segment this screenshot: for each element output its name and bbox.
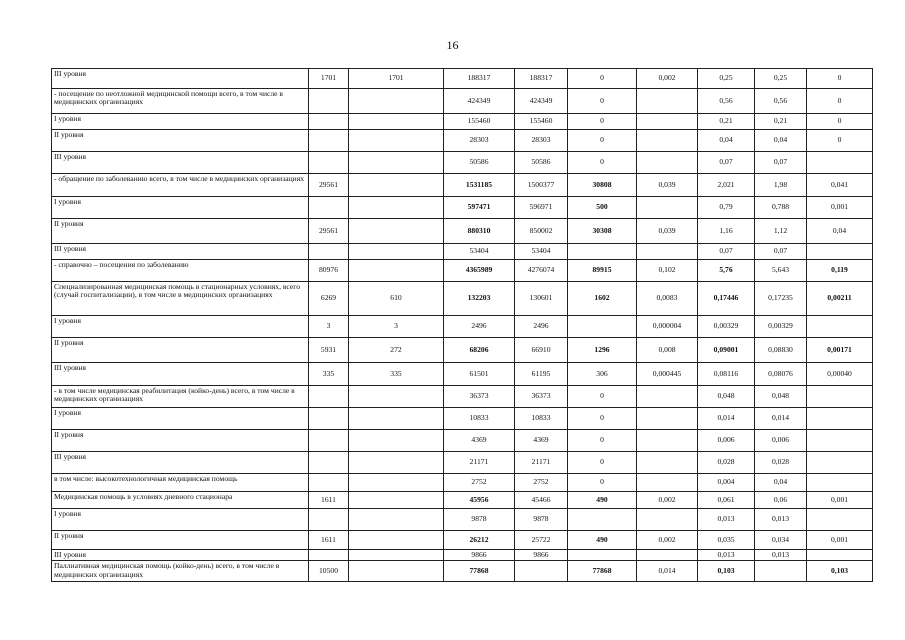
cell-col-9: 0,119 <box>807 260 873 282</box>
cell-col-5: 500 <box>568 197 637 219</box>
cell-col-4: 9866 <box>515 550 568 561</box>
cell-col-6 <box>637 197 698 219</box>
cell-col-6: 0,000445 <box>637 363 698 386</box>
cell-col-7: 0,013 <box>698 509 755 531</box>
cell-col-6: 0,0083 <box>637 282 698 316</box>
cell-col-5: 89915 <box>568 260 637 282</box>
cell-col-8: 0,08830 <box>755 338 807 363</box>
cell-col-3: 45956 <box>444 492 515 509</box>
cell-col-2 <box>349 114 444 130</box>
cell-col-9: 0 <box>807 89 873 114</box>
cell-col-9: 0,001 <box>807 531 873 550</box>
cell-col-8: 0,17235 <box>755 282 807 316</box>
cell-col-1: 3 <box>309 316 349 338</box>
cell-col-6: 0,102 <box>637 260 698 282</box>
cell-col-1: 29561 <box>309 219 349 244</box>
cell-col-5: 0 <box>568 386 637 408</box>
cell-col-8: 0,06 <box>755 492 807 509</box>
cell-col-9 <box>807 408 873 430</box>
cell-col-5: 30308 <box>568 219 637 244</box>
cell-col-2 <box>349 386 444 408</box>
cell-col-6 <box>637 89 698 114</box>
cell-col-4: 850002 <box>515 219 568 244</box>
cell-col-7: 0,08116 <box>698 363 755 386</box>
cell-col-6 <box>637 244 698 260</box>
cell-col-6: 0,039 <box>637 174 698 197</box>
cell-col-7: 0,048 <box>698 386 755 408</box>
cell-col-4: 66910 <box>515 338 568 363</box>
cell-col-4: 2752 <box>515 474 568 492</box>
cell-col-2 <box>349 430 444 452</box>
row-label: в том числе: высокотехнологичная медицинская помощь <box>52 474 309 492</box>
table-row <box>52 408 873 430</box>
row-label: - справочно – посещения по заболеванию <box>52 260 309 282</box>
cell-col-3: 50586 <box>444 152 515 174</box>
cell-col-6 <box>637 430 698 452</box>
cell-col-8: 1,98 <box>755 174 807 197</box>
cell-col-6 <box>637 386 698 408</box>
cell-col-8: 0,08076 <box>755 363 807 386</box>
cell-col-3: 188317 <box>444 69 515 89</box>
table-row <box>52 89 873 114</box>
cell-col-5: 30808 <box>568 174 637 197</box>
page-number: 16 <box>446 38 459 52</box>
cell-col-8: 0,788 <box>755 197 807 219</box>
cell-col-4: 61195 <box>515 363 568 386</box>
table-row <box>52 550 873 561</box>
cell-col-9: 0,04 <box>807 219 873 244</box>
cell-col-6 <box>637 152 698 174</box>
cell-col-1 <box>309 386 349 408</box>
cell-col-6 <box>637 130 698 152</box>
cell-col-9 <box>807 550 873 561</box>
table-row <box>52 386 873 408</box>
cell-col-7: 0,07 <box>698 244 755 260</box>
row-label: I уровня <box>52 114 309 130</box>
row-label: III уровня <box>52 69 309 89</box>
table-row <box>52 363 873 386</box>
table-row <box>52 197 873 219</box>
cell-col-8: 0,014 <box>755 408 807 430</box>
cell-col-8: 0,028 <box>755 452 807 474</box>
table-row <box>52 316 873 338</box>
cell-col-2 <box>349 219 444 244</box>
cell-col-5: 0 <box>568 69 637 89</box>
cell-col-7: 0,013 <box>698 550 755 561</box>
cell-col-1 <box>309 197 349 219</box>
cell-col-2 <box>349 260 444 282</box>
table-row <box>52 282 873 316</box>
cell-col-4: 596971 <box>515 197 568 219</box>
cell-col-5 <box>568 550 637 561</box>
cell-col-8 <box>755 561 807 582</box>
cell-col-1: 1611 <box>309 531 349 550</box>
cell-col-8: 0,21 <box>755 114 807 130</box>
cell-col-2 <box>349 531 444 550</box>
cell-col-4: 50586 <box>515 152 568 174</box>
cell-col-5: 0 <box>568 452 637 474</box>
cell-col-7: 0,79 <box>698 197 755 219</box>
cell-col-5: 0 <box>568 89 637 114</box>
cell-col-3: 4365989 <box>444 260 515 282</box>
cell-col-6: 0,002 <box>637 492 698 509</box>
cell-col-9 <box>807 386 873 408</box>
cell-col-2: 335 <box>349 363 444 386</box>
row-label: Медицинская помощь в условиях дневного стационара <box>52 492 309 509</box>
cell-col-1 <box>309 408 349 430</box>
cell-col-7: 0,07 <box>698 152 755 174</box>
cell-col-9: 0,001 <box>807 197 873 219</box>
cell-col-9 <box>807 244 873 260</box>
cell-col-9 <box>807 430 873 452</box>
cell-col-1: 10500 <box>309 561 349 582</box>
cell-col-5: 306 <box>568 363 637 386</box>
cell-col-2: 610 <box>349 282 444 316</box>
cell-col-4: 53404 <box>515 244 568 260</box>
cell-col-4: 21171 <box>515 452 568 474</box>
cell-col-9 <box>807 474 873 492</box>
cell-col-5: 0 <box>568 130 637 152</box>
cell-col-3: 597471 <box>444 197 515 219</box>
cell-col-7: 0,21 <box>698 114 755 130</box>
cell-col-5: 0 <box>568 474 637 492</box>
cell-col-3: 53404 <box>444 244 515 260</box>
cell-col-6: 0,002 <box>637 531 698 550</box>
cell-col-2 <box>349 550 444 561</box>
cell-col-5: 1602 <box>568 282 637 316</box>
cell-col-4: 10833 <box>515 408 568 430</box>
cell-col-1 <box>309 130 349 152</box>
cell-col-2 <box>349 130 444 152</box>
cell-col-2 <box>349 89 444 114</box>
cell-col-4: 36373 <box>515 386 568 408</box>
cell-col-1 <box>309 430 349 452</box>
row-label: I уровня <box>52 408 309 430</box>
cell-col-9: 0,00211 <box>807 282 873 316</box>
cell-col-1 <box>309 114 349 130</box>
cell-col-8: 0,07 <box>755 152 807 174</box>
table-row <box>52 430 873 452</box>
cell-col-6 <box>637 408 698 430</box>
table-row <box>52 260 873 282</box>
cell-col-7: 1,16 <box>698 219 755 244</box>
cell-col-2: 272 <box>349 338 444 363</box>
cell-col-7: 0,014 <box>698 408 755 430</box>
cell-col-3: 26212 <box>444 531 515 550</box>
cell-col-3: 2496 <box>444 316 515 338</box>
cell-col-2 <box>349 152 444 174</box>
table-row <box>52 531 873 550</box>
cell-col-3: 68206 <box>444 338 515 363</box>
cell-col-7: 0,17446 <box>698 282 755 316</box>
cell-col-3: 9878 <box>444 509 515 531</box>
cell-col-7: 0,25 <box>698 69 755 89</box>
cell-col-4: 45466 <box>515 492 568 509</box>
cell-col-9 <box>807 316 873 338</box>
row-label: III уровня <box>52 244 309 260</box>
cell-col-4: 28303 <box>515 130 568 152</box>
cell-col-2 <box>349 408 444 430</box>
cell-col-7: 0,035 <box>698 531 755 550</box>
cell-col-4 <box>515 561 568 582</box>
cell-col-4: 424349 <box>515 89 568 114</box>
cell-col-1 <box>309 152 349 174</box>
cell-col-8: 0,006 <box>755 430 807 452</box>
cell-col-3: 2752 <box>444 474 515 492</box>
cell-col-2 <box>349 452 444 474</box>
cell-col-9: 0,103 <box>807 561 873 582</box>
table-row <box>52 561 873 582</box>
cell-col-7: 0,103 <box>698 561 755 582</box>
cell-col-9: 0,001 <box>807 492 873 509</box>
cell-col-3: 132203 <box>444 282 515 316</box>
table-row <box>52 130 873 152</box>
cell-col-8: 0,013 <box>755 550 807 561</box>
cell-col-7: 0,028 <box>698 452 755 474</box>
table-row <box>52 174 873 197</box>
table-row <box>52 492 873 509</box>
cell-col-6 <box>637 114 698 130</box>
cell-col-6 <box>637 452 698 474</box>
cell-col-6: 0,014 <box>637 561 698 582</box>
cell-col-5: 0 <box>568 152 637 174</box>
cell-col-8: 0,04 <box>755 130 807 152</box>
cell-col-5: 1296 <box>568 338 637 363</box>
cell-col-4: 188317 <box>515 69 568 89</box>
row-label: III уровня <box>52 550 309 561</box>
cell-col-1: 1611 <box>309 492 349 509</box>
cell-col-3: 10833 <box>444 408 515 430</box>
cell-col-2 <box>349 244 444 260</box>
cell-col-3: 36373 <box>444 386 515 408</box>
row-label: Специализированная медицинская помощь в стационарных условиях, всего (случай госпитализации), в том числе в медицинских организациях <box>52 282 309 316</box>
cell-col-5: 490 <box>568 492 637 509</box>
cell-col-1: 6269 <box>309 282 349 316</box>
row-label: II уровня <box>52 219 309 244</box>
row-label: Паллиативная медицинская помощь (койко-день) всего, в том числе в медицинских организациях <box>52 561 309 582</box>
cell-col-9: 0,041 <box>807 174 873 197</box>
cell-col-5: 490 <box>568 531 637 550</box>
cell-col-8: 0,56 <box>755 89 807 114</box>
cell-col-3: 4369 <box>444 430 515 452</box>
row-label: II уровня <box>52 430 309 452</box>
cell-col-3: 880310 <box>444 219 515 244</box>
cell-col-4: 4276074 <box>515 260 568 282</box>
cell-col-4: 1500377 <box>515 174 568 197</box>
cell-col-8: 0,00329 <box>755 316 807 338</box>
cell-col-1 <box>309 550 349 561</box>
cell-col-5 <box>568 316 637 338</box>
table-row <box>52 474 873 492</box>
cell-col-1 <box>309 89 349 114</box>
cell-col-3: 61501 <box>444 363 515 386</box>
cell-col-8: 0,034 <box>755 531 807 550</box>
cell-col-8: 1,12 <box>755 219 807 244</box>
cell-col-4: 2496 <box>515 316 568 338</box>
cell-col-9: 0 <box>807 130 873 152</box>
cell-col-3: 28303 <box>444 130 515 152</box>
cell-col-8: 0,013 <box>755 509 807 531</box>
cell-col-7: 5,76 <box>698 260 755 282</box>
cell-col-3: 21171 <box>444 452 515 474</box>
cell-col-6: 0,008 <box>637 338 698 363</box>
cell-col-5: 0 <box>568 430 637 452</box>
cell-col-3: 9866 <box>444 550 515 561</box>
cell-col-2 <box>349 197 444 219</box>
cell-col-6 <box>637 474 698 492</box>
cell-col-6: 0,039 <box>637 219 698 244</box>
table-row <box>52 338 873 363</box>
cell-col-2 <box>349 492 444 509</box>
row-label: - в том числе медицинская реабилитация (койко-день) всего, в том числе в медицинских организациях <box>52 386 309 408</box>
cell-col-7: 0,004 <box>698 474 755 492</box>
cell-col-9 <box>807 452 873 474</box>
cell-col-4: 4369 <box>515 430 568 452</box>
cell-col-9 <box>807 509 873 531</box>
cell-col-4: 155460 <box>515 114 568 130</box>
cell-col-9: 0 <box>807 114 873 130</box>
cell-col-1: 29561 <box>309 174 349 197</box>
cell-col-1 <box>309 474 349 492</box>
cell-col-8: 0,07 <box>755 244 807 260</box>
table-row <box>52 509 873 531</box>
cell-col-6: 0,000004 <box>637 316 698 338</box>
cell-col-4: 9878 <box>515 509 568 531</box>
table-row <box>52 219 873 244</box>
cell-col-2 <box>349 561 444 582</box>
cell-col-3: 424349 <box>444 89 515 114</box>
cell-col-5 <box>568 244 637 260</box>
cell-col-2: 3 <box>349 316 444 338</box>
data-table <box>51 68 873 582</box>
cell-col-9: 0,00171 <box>807 338 873 363</box>
row-label: III уровня <box>52 452 309 474</box>
row-label: I уровня <box>52 509 309 531</box>
cell-col-6 <box>637 550 698 561</box>
cell-col-2 <box>349 509 444 531</box>
cell-col-1: 5931 <box>309 338 349 363</box>
cell-col-1 <box>309 452 349 474</box>
table-row <box>52 452 873 474</box>
cell-col-5: 77868 <box>568 561 637 582</box>
cell-col-8: 5,643 <box>755 260 807 282</box>
cell-col-1: 1701 <box>309 69 349 89</box>
cell-col-8: 0,048 <box>755 386 807 408</box>
cell-col-1: 80976 <box>309 260 349 282</box>
row-label: II уровня <box>52 338 309 363</box>
cell-col-2 <box>349 174 444 197</box>
cell-col-9 <box>807 152 873 174</box>
cell-col-9: 0 <box>807 69 873 89</box>
cell-col-2: 1701 <box>349 69 444 89</box>
cell-col-5: 0 <box>568 114 637 130</box>
cell-col-2 <box>349 474 444 492</box>
cell-col-8: 0,04 <box>755 474 807 492</box>
cell-col-7: 0,09001 <box>698 338 755 363</box>
cell-col-5 <box>568 509 637 531</box>
cell-col-3: 1531185 <box>444 174 515 197</box>
cell-col-3: 155460 <box>444 114 515 130</box>
cell-col-1 <box>309 509 349 531</box>
row-label: II уровня <box>52 130 309 152</box>
cell-col-7: 0,006 <box>698 430 755 452</box>
row-label: III уровня <box>52 363 309 386</box>
row-label: - посещение по неотложной медицинской помощи всего, в том числе в медицинских организациях <box>52 89 309 114</box>
row-label: I уровня <box>52 316 309 338</box>
row-label: II уровня <box>52 531 309 550</box>
cell-col-3: 77868 <box>444 561 515 582</box>
cell-col-4: 130601 <box>515 282 568 316</box>
row-label: I уровня <box>52 197 309 219</box>
table-row <box>52 114 873 130</box>
cell-col-6 <box>637 509 698 531</box>
cell-col-7: 2,021 <box>698 174 755 197</box>
cell-col-7: 0,04 <box>698 130 755 152</box>
table-row <box>52 244 873 260</box>
row-label: - обращение по заболеванию всего, в том числе в медицинских организациях <box>52 174 309 197</box>
cell-col-7: 0,061 <box>698 492 755 509</box>
cell-col-5: 0 <box>568 408 637 430</box>
row-label: III уровня <box>52 152 309 174</box>
cell-col-1: 335 <box>309 363 349 386</box>
cell-col-9: 0,00040 <box>807 363 873 386</box>
table-row <box>52 152 873 174</box>
cell-col-1 <box>309 244 349 260</box>
table-row <box>52 69 873 89</box>
cell-col-6: 0,002 <box>637 69 698 89</box>
cell-col-4: 25722 <box>515 531 568 550</box>
cell-col-7: 0,56 <box>698 89 755 114</box>
cell-col-7: 0,00329 <box>698 316 755 338</box>
cell-col-8: 0,25 <box>755 69 807 89</box>
